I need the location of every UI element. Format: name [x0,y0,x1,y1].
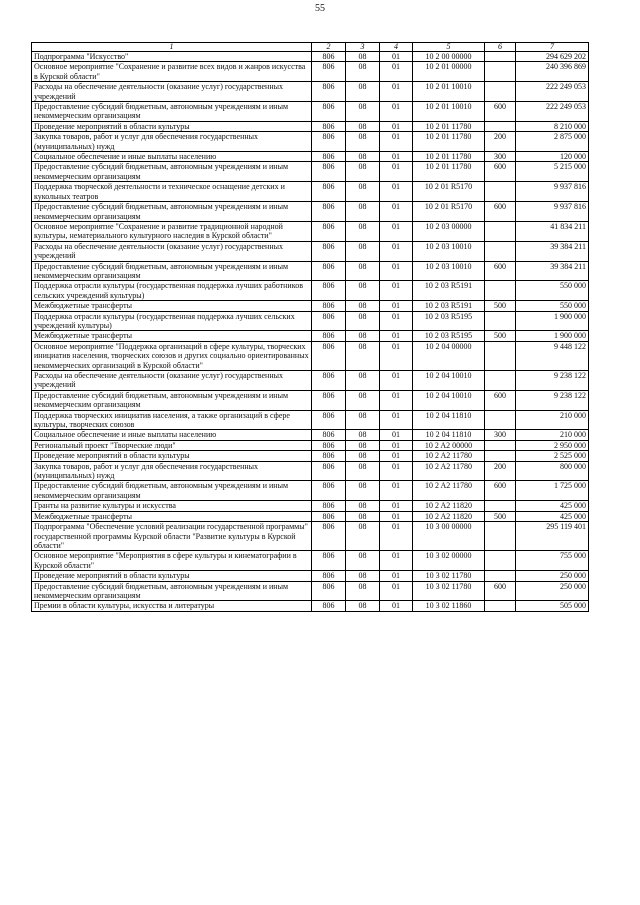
item-name-cell: Подпрограмма "Искусство" [32,52,312,62]
subsection-code-cell: 01 [380,102,413,122]
expense-type-cell [485,451,516,461]
target-article-cell: 10 2 03 10010 [413,241,485,261]
expense-type-cell [485,62,516,82]
item-name-cell: Гранты на развитие культуры и искусства [32,501,312,511]
subsection-code-cell: 01 [380,440,413,450]
amount-cell: 240 396 869 [516,62,589,82]
target-article-cell: 10 3 02 11780 [413,581,485,601]
table-row [32,152,589,162]
item-name-cell: Расходы на обеспечение деятельности (оказание услуг) государственных учреждений [32,241,312,261]
column-header: 7 [516,43,589,52]
expense-type-cell [485,182,516,202]
table-header-row [32,43,589,52]
item-name-cell: Расходы на обеспечение деятельности (оказание услуг) государственных учреждений [32,82,312,102]
section-code-cell: 08 [346,440,380,450]
ministry-code-cell: 806 [312,202,346,222]
section-code-cell: 08 [346,511,380,521]
subsection-code-cell: 01 [380,241,413,261]
amount-cell: 9 238 122 [516,371,589,391]
section-code-cell: 08 [346,241,380,261]
item-name-cell: Основное мероприятие "Поддержка организаций в сфере культуры, творческих инициатив населения, творческих союзов и других социально ориентированных некоммерческих организаций в Курской области" [32,341,312,370]
target-article-cell: 10 2 A2 11780 [413,481,485,501]
item-name-cell: Проведение мероприятий в области культуры [32,451,312,461]
item-name-cell: Проведение мероприятий в области культуры [32,121,312,131]
ministry-code-cell: 806 [312,522,346,551]
expense-type-cell: 600 [485,390,516,410]
table-row [32,601,589,611]
subsection-code-cell: 01 [380,311,413,331]
target-article-cell: 10 2 04 00000 [413,341,485,370]
target-article-cell: 10 3 02 11860 [413,601,485,611]
section-code-cell: 08 [346,501,380,511]
ministry-code-cell: 806 [312,301,346,311]
ministry-code-cell: 806 [312,440,346,450]
column-header: 3 [346,43,380,52]
target-article-cell: 10 2 01 10010 [413,82,485,102]
amount-cell: 9 238 122 [516,390,589,410]
subsection-code-cell: 01 [380,62,413,82]
ministry-code-cell: 806 [312,481,346,501]
page-number: 55 [315,3,325,14]
section-code-cell: 08 [346,301,380,311]
target-article-cell: 10 2 A2 00000 [413,440,485,450]
subsection-code-cell: 01 [380,571,413,581]
expense-type-cell [485,551,516,571]
amount-cell: 2 525 000 [516,451,589,461]
subsection-code-cell: 01 [380,121,413,131]
table-row [32,82,589,102]
section-code-cell: 08 [346,601,380,611]
item-name-cell: Подпрограмма "Обеспечение условий реализации государственной программы" государственной программы Курской области "Развитие культуры в Курской области" [32,522,312,551]
table-row [32,461,589,481]
item-name-cell: Поддержка творческой деятельности и техническое оснащение детских и кукольных театров [32,182,312,202]
amount-cell: 800 000 [516,461,589,481]
item-name-cell: Предоставление субсидий бюджетным, автономным учреждениям и иным некоммерческим организациям [32,162,312,182]
target-article-cell: 10 2 A2 11820 [413,511,485,521]
subsection-code-cell: 01 [380,390,413,410]
table-row [32,281,589,301]
target-article-cell: 10 2 01 R5170 [413,202,485,222]
expense-type-cell [485,410,516,430]
ministry-code-cell: 806 [312,182,346,202]
item-name-cell: Проведение мероприятий в области культуры [32,571,312,581]
subsection-code-cell: 01 [380,481,413,501]
amount-cell: 39 384 211 [516,261,589,281]
target-article-cell: 10 2 A2 11780 [413,461,485,481]
ministry-code-cell: 806 [312,551,346,571]
subsection-code-cell: 01 [380,461,413,481]
expense-type-cell: 600 [485,202,516,222]
item-name-cell: Предоставление субсидий бюджетным, автономным учреждениям и иным некоммерческим организациям [32,261,312,281]
target-article-cell: 10 2 03 R5195 [413,311,485,331]
target-article-cell: 10 2 03 00000 [413,221,485,241]
target-article-cell: 10 2 A2 11780 [413,451,485,461]
amount-cell: 1 900 000 [516,311,589,331]
amount-cell: 550 000 [516,281,589,301]
amount-cell: 222 249 053 [516,102,589,122]
target-article-cell: 10 2 00 00000 [413,52,485,62]
subsection-code-cell: 01 [380,281,413,301]
section-code-cell: 08 [346,121,380,131]
amount-cell: 41 834 211 [516,221,589,241]
table-row [32,371,589,391]
item-name-cell: Поддержка творческих инициатив населения, а также организаций в сфере культуры, творческих союзов [32,410,312,430]
ministry-code-cell: 806 [312,162,346,182]
expense-type-cell [485,371,516,391]
amount-cell: 425 000 [516,501,589,511]
table-row [32,551,589,571]
amount-cell: 550 000 [516,301,589,311]
subsection-code-cell: 01 [380,162,413,182]
ministry-code-cell: 806 [312,501,346,511]
ministry-code-cell: 806 [312,221,346,241]
amount-cell: 210 000 [516,430,589,440]
section-code-cell: 08 [346,522,380,551]
target-article-cell: 10 2 03 10010 [413,261,485,281]
expense-type-cell [485,241,516,261]
subsection-code-cell: 01 [380,371,413,391]
section-code-cell: 08 [346,331,380,341]
target-article-cell: 10 2 03 R5191 [413,281,485,301]
subsection-code-cell: 01 [380,430,413,440]
ministry-code-cell: 806 [312,121,346,131]
expense-type-cell [485,341,516,370]
target-article-cell: 10 2 04 11810 [413,430,485,440]
expense-type-cell: 200 [485,461,516,481]
subsection-code-cell: 01 [380,511,413,521]
target-article-cell: 10 2 03 R5191 [413,301,485,311]
amount-cell: 295 119 401 [516,522,589,551]
table-row [32,102,589,122]
table-row [32,301,589,311]
item-name-cell: Социальное обеспечение и иные выплаты населению [32,430,312,440]
subsection-code-cell: 01 [380,261,413,281]
section-code-cell: 08 [346,551,380,571]
subsection-code-cell: 01 [380,202,413,222]
target-article-cell: 10 2 04 10010 [413,371,485,391]
column-header: 4 [380,43,413,52]
expense-type-cell: 600 [485,261,516,281]
item-name-cell: Предоставление субсидий бюджетным, автономным учреждениям и иным некоммерческим организациям [32,202,312,222]
ministry-code-cell: 806 [312,311,346,331]
table-row [32,571,589,581]
expense-type-cell [485,571,516,581]
table-row [32,311,589,331]
table-row [32,121,589,131]
expense-type-cell: 500 [485,511,516,521]
section-code-cell: 08 [346,410,380,430]
table-row [32,581,589,601]
amount-cell: 425 000 [516,511,589,521]
ministry-code-cell: 806 [312,461,346,481]
subsection-code-cell: 01 [380,601,413,611]
table-row [32,62,589,82]
section-code-cell: 08 [346,62,380,82]
section-code-cell: 08 [346,102,380,122]
table-row [32,241,589,261]
subsection-code-cell: 01 [380,410,413,430]
expense-type-cell: 600 [485,481,516,501]
target-article-cell: 10 2 01 11780 [413,132,485,152]
table-row [32,341,589,370]
section-code-cell: 08 [346,82,380,102]
amount-cell: 222 249 053 [516,82,589,102]
ministry-code-cell: 806 [312,601,346,611]
expense-type-cell: 500 [485,301,516,311]
ministry-code-cell: 806 [312,152,346,162]
ministry-code-cell: 806 [312,132,346,152]
section-code-cell: 08 [346,571,380,581]
ministry-code-cell: 806 [312,82,346,102]
subsection-code-cell: 01 [380,522,413,551]
amount-cell: 9 937 816 [516,182,589,202]
expense-type-cell: 300 [485,430,516,440]
table-row [32,221,589,241]
amount-cell: 39 384 211 [516,241,589,261]
expense-type-cell: 600 [485,102,516,122]
section-code-cell: 08 [346,581,380,601]
subsection-code-cell: 01 [380,551,413,571]
table-row [32,331,589,341]
subsection-code-cell: 01 [380,501,413,511]
item-name-cell: Закупка товаров, работ и услуг для обеспечения государственных (муниципальных) нужд [32,132,312,152]
amount-cell: 9 937 816 [516,202,589,222]
amount-cell: 2 950 000 [516,440,589,450]
expense-type-cell [485,52,516,62]
subsection-code-cell: 01 [380,82,413,102]
section-code-cell: 08 [346,132,380,152]
amount-cell: 210 000 [516,410,589,430]
item-name-cell: Предоставление субсидий бюджетным, автономным учреждениям и иным некоммерческим организациям [32,581,312,601]
ministry-code-cell: 806 [312,390,346,410]
target-article-cell: 10 2 04 10010 [413,390,485,410]
amount-cell: 250 000 [516,571,589,581]
amount-cell: 120 000 [516,152,589,162]
target-article-cell: 10 2 A2 11820 [413,501,485,511]
ministry-code-cell: 806 [312,102,346,122]
table-row [32,390,589,410]
table-row [32,501,589,511]
section-code-cell: 08 [346,261,380,281]
expense-type-cell [485,281,516,301]
amount-cell: 1 900 000 [516,331,589,341]
subsection-code-cell: 01 [380,182,413,202]
section-code-cell: 08 [346,311,380,331]
table-row [32,202,589,222]
section-code-cell: 08 [346,52,380,62]
expense-type-cell: 500 [485,331,516,341]
item-name-cell: Межбюджетные трансферты [32,331,312,341]
target-article-cell: 10 2 01 R5170 [413,182,485,202]
target-article-cell: 10 2 01 00000 [413,62,485,82]
ministry-code-cell: 806 [312,571,346,581]
item-name-cell: Межбюджетные трансферты [32,511,312,521]
ministry-code-cell: 806 [312,52,346,62]
item-name-cell: Основное мероприятие "Сохранение и развитие всех видов и жанров искусства в Курской области" [32,62,312,82]
section-code-cell: 08 [346,152,380,162]
column-header: 5 [413,43,485,52]
expense-type-cell: 600 [485,162,516,182]
target-article-cell: 10 2 01 10010 [413,102,485,122]
table-row [32,52,589,62]
section-code-cell: 08 [346,430,380,440]
target-article-cell: 10 3 02 00000 [413,551,485,571]
ministry-code-cell: 806 [312,331,346,341]
table-row [32,182,589,202]
section-code-cell: 08 [346,182,380,202]
table-row [32,440,589,450]
item-name-cell: Предоставление субсидий бюджетным, автономным учреждениям и иным некоммерческим организациям [32,390,312,410]
expense-type-cell [485,501,516,511]
target-article-cell: 10 2 01 11780 [413,121,485,131]
expense-type-cell: 600 [485,581,516,601]
budget-table [31,42,589,612]
amount-cell: 5 215 000 [516,162,589,182]
expense-type-cell: 300 [485,152,516,162]
table-row [32,430,589,440]
table-row [32,162,589,182]
expense-type-cell [485,121,516,131]
item-name-cell: Социальное обеспечение и иные выплаты населению [32,152,312,162]
section-code-cell: 08 [346,202,380,222]
item-name-cell: Предоставление субсидий бюджетным, автономным учреждениям и иным некоммерческим организациям [32,481,312,501]
item-name-cell: Предоставление субсидий бюджетным, автономным учреждениям и иным некоммерческим организациям [32,102,312,122]
ministry-code-cell: 806 [312,581,346,601]
expense-type-cell [485,311,516,331]
amount-cell: 8 210 000 [516,121,589,131]
subsection-code-cell: 01 [380,581,413,601]
subsection-code-cell: 01 [380,301,413,311]
subsection-code-cell: 01 [380,221,413,241]
expense-type-cell [485,82,516,102]
table-row [32,132,589,152]
section-code-cell: 08 [346,371,380,391]
target-article-cell: 10 2 03 R5195 [413,331,485,341]
section-code-cell: 08 [346,221,380,241]
section-code-cell: 08 [346,481,380,501]
ministry-code-cell: 806 [312,410,346,430]
ministry-code-cell: 806 [312,430,346,440]
column-header: 1 [32,43,312,52]
ministry-code-cell: 806 [312,511,346,521]
target-article-cell: 10 2 01 11780 [413,162,485,182]
ministry-code-cell: 806 [312,261,346,281]
target-article-cell: 10 2 01 11780 [413,152,485,162]
subsection-code-cell: 01 [380,341,413,370]
expense-type-cell [485,440,516,450]
table-row [32,481,589,501]
ministry-code-cell: 806 [312,371,346,391]
item-name-cell: Поддержка отрасли культуры (государственная поддержка лучших сельских учреждений культуры) [32,311,312,331]
amount-cell: 2 875 000 [516,132,589,152]
table-row [32,522,589,551]
subsection-code-cell: 01 [380,331,413,341]
amount-cell: 505 000 [516,601,589,611]
item-name-cell: Межбюджетные трансферты [32,301,312,311]
subsection-code-cell: 01 [380,132,413,152]
item-name-cell: Закупка товаров, работ и услуг для обеспечения государственных (муниципальных) нужд [32,461,312,481]
subsection-code-cell: 01 [380,52,413,62]
item-name-cell: Расходы на обеспечение деятельности (оказание услуг) государственных учреждений [32,371,312,391]
subsection-code-cell: 01 [380,451,413,461]
column-header: 2 [312,43,346,52]
target-article-cell: 10 2 04 11810 [413,410,485,430]
table-row [32,511,589,521]
ministry-code-cell: 806 [312,62,346,82]
item-name-cell: Премии в области культуры, искусства и литературы [32,601,312,611]
section-code-cell: 08 [346,451,380,461]
item-name-cell: Основное мероприятие "Мероприятия в сфере культуры и кинематографии в Курской области" [32,551,312,571]
section-code-cell: 08 [346,390,380,410]
ministry-code-cell: 806 [312,241,346,261]
target-article-cell: 10 3 00 00000 [413,522,485,551]
ministry-code-cell: 806 [312,281,346,301]
amount-cell: 250 000 [516,581,589,601]
section-code-cell: 08 [346,461,380,481]
item-name-cell: Региональный проект "Творческие люди" [32,440,312,450]
section-code-cell: 08 [346,162,380,182]
section-code-cell: 08 [346,281,380,301]
column-header: 6 [485,43,516,52]
expense-type-cell [485,522,516,551]
amount-cell: 294 629 202 [516,52,589,62]
expense-type-cell [485,221,516,241]
expense-type-cell [485,601,516,611]
ministry-code-cell: 806 [312,451,346,461]
item-name-cell: Поддержка отрасли культуры (государственная поддержка лучших работников сельских учреждений культуры) [32,281,312,301]
ministry-code-cell: 806 [312,341,346,370]
table-row [32,410,589,430]
table-row [32,451,589,461]
amount-cell: 1 725 000 [516,481,589,501]
table-row [32,261,589,281]
amount-cell: 755 000 [516,551,589,571]
item-name-cell: Основное мероприятие "Сохранение и развитие традиционной народной культуры, нематериального культурного наследия в Курской области" [32,221,312,241]
target-article-cell: 10 3 02 11780 [413,571,485,581]
subsection-code-cell: 01 [380,152,413,162]
expense-type-cell: 200 [485,132,516,152]
amount-cell: 9 448 122 [516,341,589,370]
section-code-cell: 08 [346,341,380,370]
